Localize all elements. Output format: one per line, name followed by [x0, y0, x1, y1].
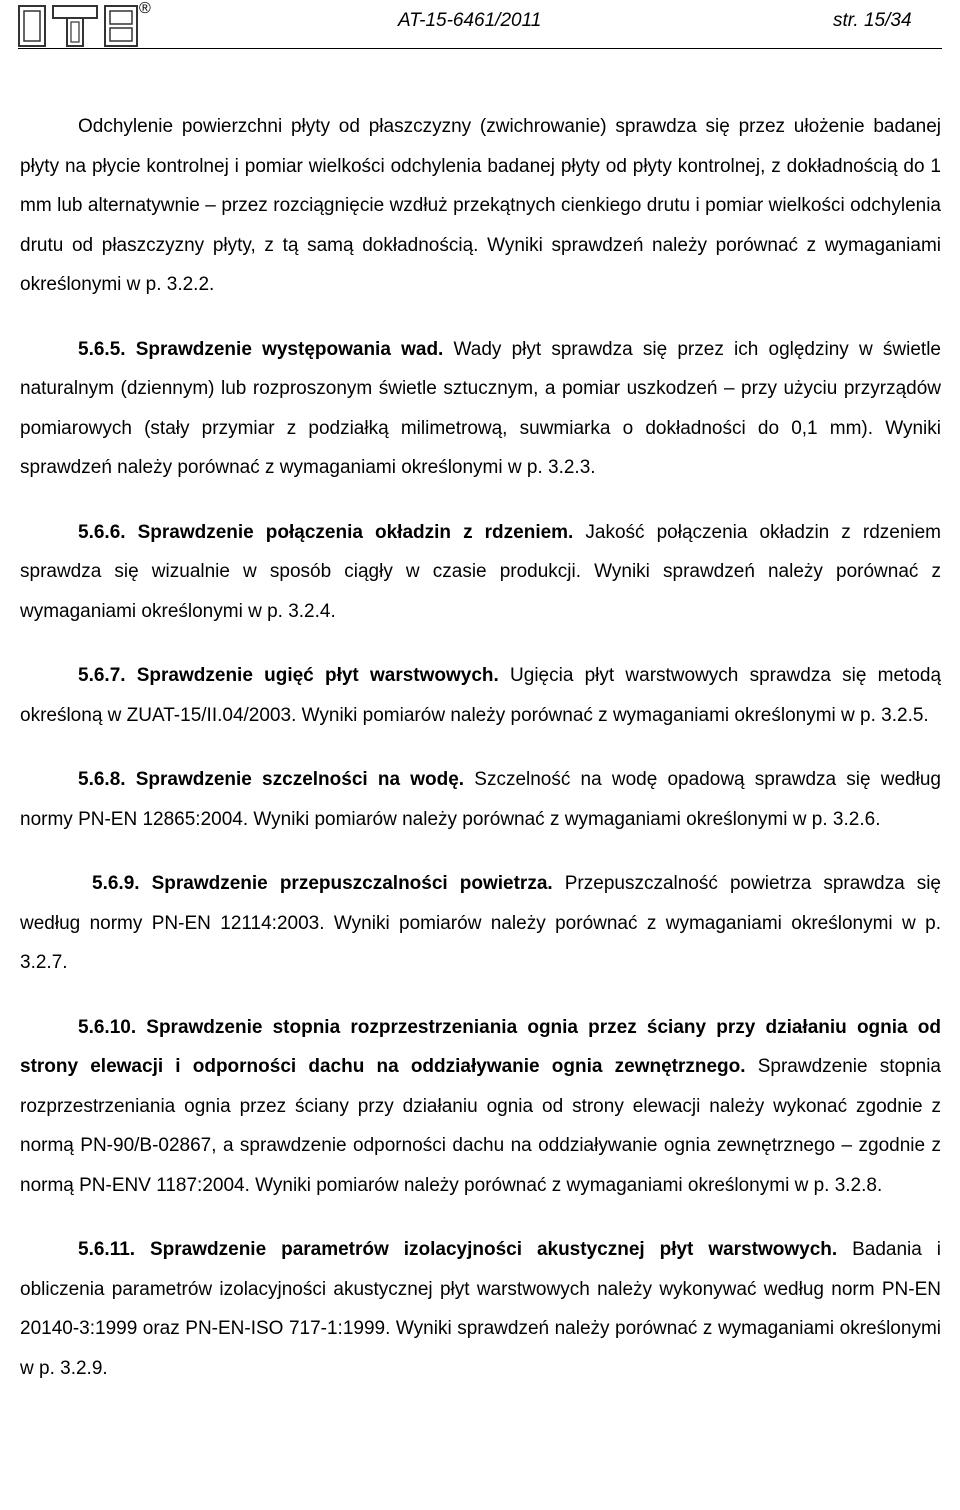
- paragraph-text: Wady płyt sprawdza się przez ich oględziny w świetle naturalnym (dziennym) lub rozproszonym świetle sztucznym, a pomiar uszkodzeń – przy użyciu przyrządów pomiarowych (stały przymiar z podziałką milimetrową, suwmiarka o dokładności do 0,1 mm). Wyniki sprawdzeń należy porównać z wymaganiami określonymi w p. 3.2.3.: [20, 338, 941, 478]
- page-header: [0, 0, 960, 52]
- paragraph-text: Badania i obliczenia parametrów izolacyjności akustycznej płyt warstwowych należy wykonywać według norm PN-EN 20140-3:1999 oraz PN-EN-ISO 717-1:1999. Wyniki sprawdzeń należy porównać z wymaganiami określonymi w p. 3.2.9.: [20, 1239, 942, 1379]
- paragraph-text: Sprawdzenie stopnia rozprzestrzeniania ognia przez ściany przy działaniu ognia od strony elewacji należy wykonać zgodnie z normą PN-90/B-02867, a sprawdzenie odporności dachu na oddziaływanie ognia zewnętrznego – zgodnie z normą PN-ENV 1187:2004. Wyniki pomiarów należy porównać z wymaganiami określonymi w p. 3.2.8.: [20, 1056, 942, 1196]
- document-id: AT-15-6461/2011: [398, 10, 542, 31]
- section-5-6-11: [20, 1230, 941, 1388]
- paragraph-intro: [20, 107, 941, 305]
- header-divider: [18, 48, 942, 49]
- paragraph-text: Przepuszczalność powietrza sprawdza się według normy PN-EN 12114:2003. Wyniki pomiarów należy porównać z wymaganiami określonymi w p. 3.2.7.: [20, 873, 941, 973]
- section-heading: 5.6.7. Sprawdzenie ugięć płyt warstwowych.: [78, 665, 499, 686]
- section-heading: 5.6.9. Sprawdzenie przepuszczalności powietrza.: [92, 873, 553, 894]
- document-body: [20, 107, 941, 1388]
- section-heading: 5.6.6. Sprawdzenie połączenia okładzin z rdzeniem.: [78, 521, 574, 543]
- section-5-6-6: [20, 513, 941, 632]
- section-5-6-10: [20, 1008, 941, 1206]
- section-5-6-7: [20, 656, 941, 735]
- page-number: str. 15/34: [833, 10, 912, 31]
- itb-logo: [18, 0, 158, 54]
- section-5-6-5: [20, 330, 941, 488]
- paragraph-text: Jakość połączenia okładzin z rdzeniem sprawdza się wizualnie w sposób ciągły w czasie produkcji. Wyniki sprawdzeń należy porównać z wymaganiami określonymi w p. 3.2.4.: [20, 521, 942, 622]
- section-5-6-8: [20, 760, 941, 839]
- paragraph-text: Ugięcia płyt warstwowych sprawdza się metodą określoną w ZUAT-15/II.04/2003. Wyniki pomiarów należy porównać z wymaganiami określonymi w p. 3.2.5.: [20, 665, 942, 726]
- section-heading: 5.6.10. Sprawdzenie stopnia rozprzestrzeniania ognia przez ściany przy działaniu ognia od strony elewacji i odporności dachu na oddziaływanie ognia zewnętrznego.: [20, 1016, 941, 1077]
- paragraph-text: Odchylenie powierzchni płyty od płaszczyzny (zwichrowanie) sprawdza się przez ułożenie badanej płyty na płycie kontrolnej i pomiar wielkości odchylenia badanej płyty od płyty kontrolnej, z dokładnością do 1 mm lub alternatywnie – przez rozciągnięcie wzdłuż przekątnych cienkiego drutu i pomiar wielkości odchylenia drutu od płaszczyzny płyty, z tą samą dokładnością. Wyniki sprawdzeń należy porównać z wymaganiami określonymi w p. 3.2.2.: [20, 116, 941, 295]
- section-heading: 5.6.5. Sprawdzenie występowania wad.: [78, 338, 444, 360]
- section-heading: 5.6.8. Sprawdzenie szczelności na wodę.: [78, 769, 465, 790]
- section-5-6-9: [20, 864, 941, 983]
- paragraph-text: Szczelność na wodę opadową sprawdza się według normy PN-EN 12865:2004. Wyniki pomiarów należy porównać z wymaganiami określonymi w p. 3.2.6.: [20, 769, 941, 830]
- registered-mark: ®: [139, 0, 151, 17]
- section-heading: 5.6.11. Sprawdzenie parametrów izolacyjności akustycznej płyt warstwowych.: [78, 1239, 838, 1260]
